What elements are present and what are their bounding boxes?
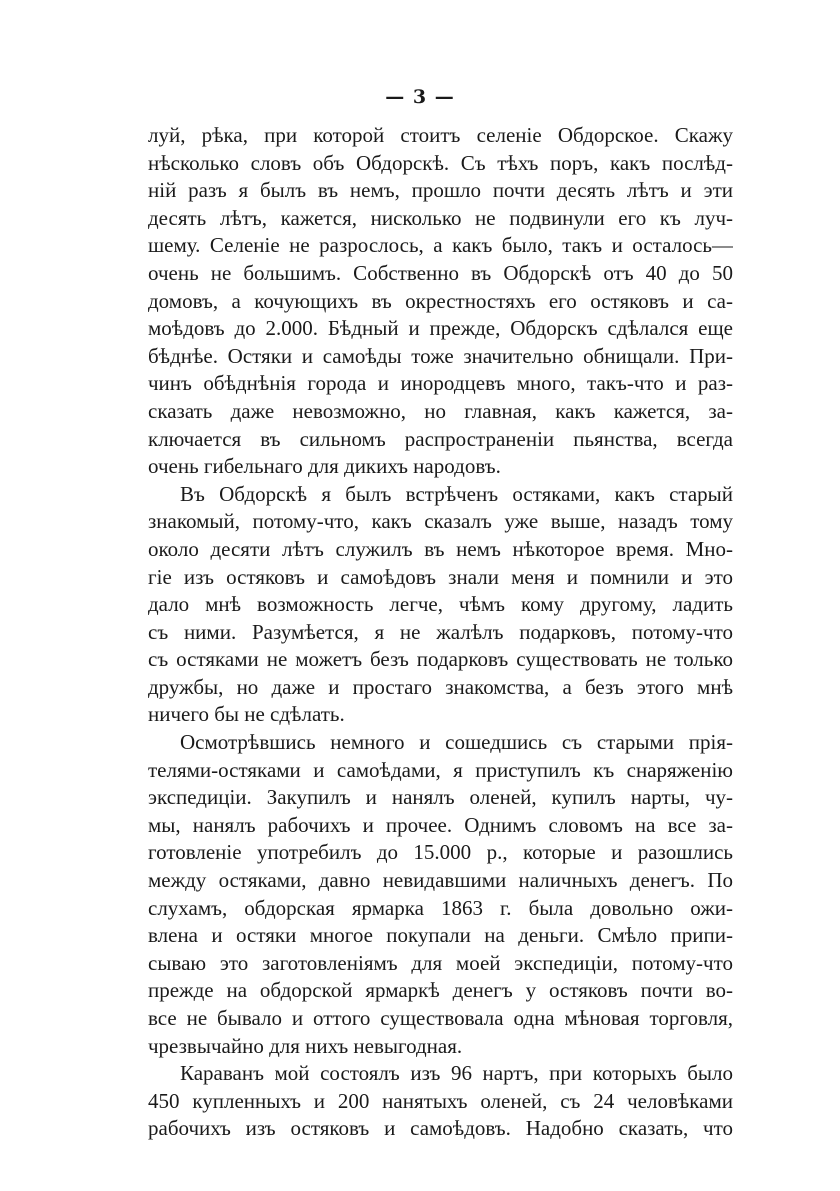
text-line: очень не большимъ. Собственно въ Обдорскѣ отъ 40 до 50 — [148, 260, 733, 285]
text-line: мы, нанялъ рабочихъ и прочее. Однимъ словомъ на все за- — [148, 812, 733, 837]
text-line: ній разъ я былъ въ немъ, прошло почти десять лѣтъ и эти — [148, 178, 733, 203]
text-line: гіе изъ остяковъ и самоѣдовъ знали меня и помнили и это — [148, 564, 733, 589]
text-line: дало мнѣ возможность легче, чѣмъ кому другому, ладить — [148, 592, 733, 617]
text-line: Осмотрѣвшись немного и сошедшись съ старыми прія- — [180, 730, 733, 755]
text-line: знакомый, потому-что, какъ сказалъ уже выше, назадъ тому — [148, 509, 733, 534]
text-line: Караванъ мой состоялъ изъ 96 нартъ, при которыхъ было — [180, 1061, 733, 1086]
text-line: очень гибельнаго для дикихъ народовъ. — [148, 454, 501, 479]
text-line: домовъ, а кочующихъ въ окрестностяхъ его остяковъ и са- — [148, 288, 733, 313]
text-line: чрезвычайно для нихъ невыгодная. — [148, 1033, 463, 1058]
body-text — [148, 122, 733, 1143]
text-line: чинъ обѣднѣнія города и инородцевъ много, такъ-что и раз- — [148, 371, 733, 396]
text-line: луй, рѣка, при которой стоитъ селеніе Обдорское. Скажу — [148, 123, 733, 147]
text-line: рабочихъ изъ остяковъ и самоѣдовъ. Надобно сказать, что — [148, 1116, 733, 1141]
text-line: нѣсколько словъ объ Обдорскѣ. Съ тѣхъ поръ, какъ послѣд- — [148, 150, 733, 175]
text-line: 450 купленныхъ и 200 нанятыхъ оленей, съ 24 человѣками — [148, 1088, 733, 1113]
text-line: Въ Обдорскѣ я былъ встрѣченъ остяками, какъ старый — [180, 481, 733, 506]
text-line: съ остяками не можетъ безъ подарковъ существовать не только — [148, 647, 733, 672]
text-line: шему. Селеніе не разрослось, а какъ было, такъ и осталось— — [148, 233, 733, 258]
text-line: сказать даже невозможно, но главная, какъ кажется, за- — [148, 398, 733, 423]
text-line: готовленіе употребилъ до 15.000 р., которые и разошлись — [148, 840, 733, 865]
text-line: около десяти лѣтъ служилъ въ немъ нѣкоторое время. Мно- — [148, 536, 733, 561]
text-line: ключается въ сильномъ распространеніи пьянства, всегда — [148, 426, 733, 451]
text-line: слухамъ, обдорская ярмарка 1863 г. была довольно ожи- — [148, 895, 733, 920]
text-line: десять лѣтъ, кажется, нисколько не подвинули его къ луч- — [148, 205, 733, 230]
text-line: прежде на обдорской ярмаркѣ денегъ у остяковъ почти во- — [148, 978, 733, 1003]
text-line: экспедиціи. Закупилъ и нанялъ оленей, купилъ нарты, чу- — [148, 785, 733, 810]
text-line: моѣдовъ до 2.000. Бѣдный и прежде, Обдорскъ сдѣлался еще — [148, 316, 733, 341]
text-line: сываю это заготовленіямъ для моей экспедиціи, потому-что — [148, 950, 733, 975]
text-line: влена и остяки многое покупали на деньги. Смѣло припи- — [148, 923, 733, 948]
text-line: между остяками, давно невидавшими наличныхъ денегъ. По — [148, 868, 733, 893]
text-line: ничего бы не сдѣлать. — [148, 702, 345, 727]
text-line: бѣднѣе. Остяки и самоѣды тоже значительно обнищали. При- — [148, 343, 733, 368]
text-line: все не бывало и оттого существовала одна мѣновая торговля, — [148, 1006, 733, 1030]
text-line: телями-остяками и самоѣдами, я приступилъ къ снаряженію — [148, 757, 733, 782]
text-line: дружбы, но даже и простаго знакомства, а безъ этого мнѣ — [148, 674, 733, 699]
page-number: — 3 — — [385, 86, 455, 108]
text-line: съ ними. Разумѣется, я не жалѣлъ подарковъ, потому-что — [148, 619, 733, 644]
